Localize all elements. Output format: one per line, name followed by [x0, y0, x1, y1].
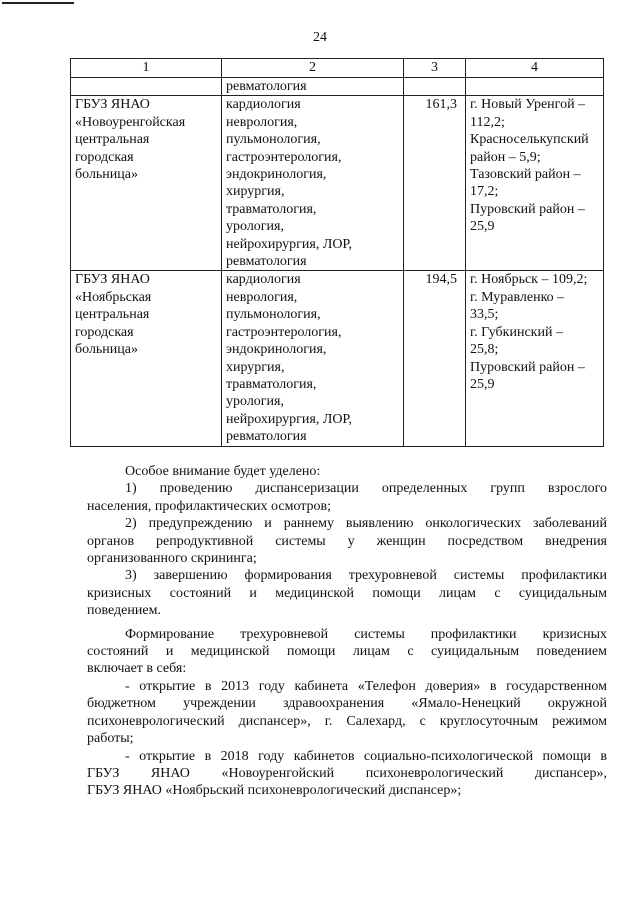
paragraph-5-line: работы;: [87, 731, 134, 747]
paragraph-5-line: - открытие в 2013 году кабинета «Телефон доверия» в государственном: [125, 678, 607, 694]
districts-cell: г. Новый Уренгой – 112,2; Красноселькупский район – 5,9; Тазовский район – 17,2; Пуровский район – 25,9: [466, 96, 604, 271]
continuation-cell-districts: [466, 78, 604, 96]
table-header-row: [71, 59, 604, 78]
paragraph-4-line: включает в себя:: [87, 661, 187, 677]
paragraph-1-line: 1) проведению диспансеризации определенных групп взрослого: [125, 481, 607, 497]
value-cell: 194,5: [404, 271, 466, 446]
table-row-continuation: [71, 78, 604, 96]
paragraph-6-line: ГБУЗ ЯНАО «Ноябрьский психоневрологический диспансер»;: [87, 783, 462, 799]
corner-mark: [2, 2, 74, 4]
table-row: [71, 271, 604, 446]
header-col-4: 4: [466, 59, 604, 78]
paragraph-intro: Особое внимание будет уделено:: [125, 464, 321, 479]
paragraph-6-line: - открытие в 2018 году кабинетов социально-психологической помощи в: [125, 748, 607, 764]
paragraph-3-line: кризисных состояний и медицинской помощи лицам с суицидальным: [87, 585, 607, 601]
paragraph-4-line: Формирование трехуровневой системы профилактики кризисных: [125, 626, 607, 642]
table-row: [71, 96, 604, 271]
org-cell: ГБУЗ ЯНАО «Ноябрьская центральная городская больница»: [71, 271, 222, 446]
paragraph-2-line: 2) предупреждению и раннему выявлению онкологических заболеваний: [125, 516, 607, 532]
districts-cell: г. Ноябрьск – 109,2; г. Муравленко – 33,5; г. Губкинский – 25,8; Пуровский район – 25,9: [466, 271, 604, 446]
header-col-1: 1: [71, 59, 222, 78]
paragraph-3-line: 3) завершению формирования трехуровневой системы профилактики: [125, 568, 607, 584]
paragraph-2-line: органов репродуктивной системы у женщин посредством внедрения: [87, 533, 607, 549]
header-col-3: 3: [404, 59, 466, 78]
paragraph-6-line: ГБУЗ ЯНАО «Новоуренгойский психоневрологический диспансер»,: [87, 765, 607, 781]
paragraph-5-line: бюджетном учреждении здравоохранения «Ямало-Ненецкий окружной: [87, 696, 607, 712]
specialties-cell: кардиология неврология, пульмонология, гастроэнтерология, эндокринология, хирургия, травматология, урология, нейрохирургия, ЛОР, ревматология: [222, 271, 404, 446]
paragraph-1-line: населения, профилактических осмотров;: [87, 498, 332, 514]
page-number: 24: [313, 30, 327, 45]
paragraph-4-line: состояний и медицинской помощи лицам с суицидальным поведением: [87, 644, 607, 660]
specialties-cell: кардиология неврология, пульмонология, гастроэнтерология, эндокринология, хирургия, травматология, урология, нейрохирургия, ЛОР, ревматология: [222, 96, 404, 271]
facilities-table: [70, 58, 604, 447]
org-cell: ГБУЗ ЯНАО «Новоуренгойская центральная городская больница»: [71, 96, 222, 271]
continuation-cell-value: [404, 78, 466, 96]
paragraph-3-line: поведением.: [87, 603, 161, 619]
header-col-2: 2: [222, 59, 404, 78]
continuation-cell-org: [71, 78, 222, 96]
value-cell: 161,3: [404, 96, 466, 271]
continuation-cell-specialties: ревматология: [222, 78, 404, 96]
body-text: [87, 463, 607, 800]
paragraph-2-line: организованного скрининга;: [87, 551, 257, 567]
paragraph-5-line: психоневрологический диспансер», г. Салехард, с круглосуточным режимом: [87, 713, 607, 729]
